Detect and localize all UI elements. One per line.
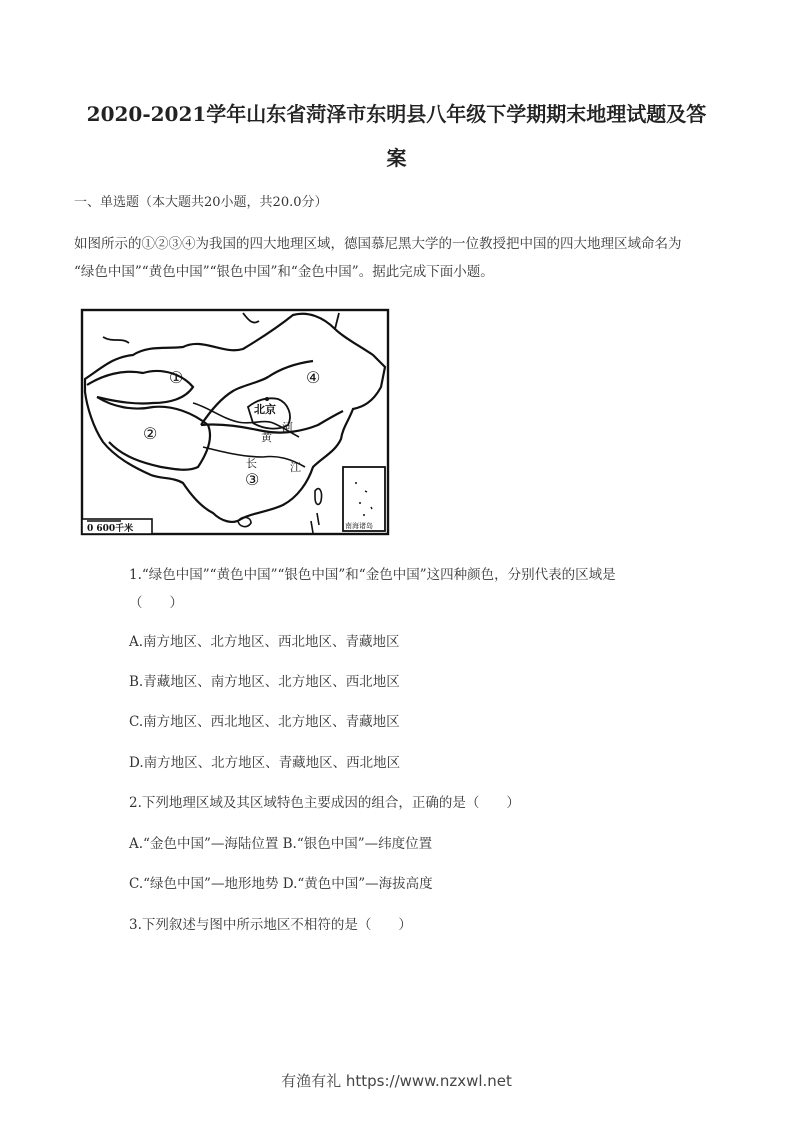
beijing-dot (265, 397, 269, 401)
title-line-1: 2020-2021学年山东省菏泽市东明县八年级下学期期末地理试题及答 (86, 102, 707, 126)
huang-label: 黄 (261, 431, 272, 444)
footer-watermark: 有渔有礼 https://www.nzxwl.net (281, 1072, 512, 1090)
intro-paragraph (74, 230, 724, 286)
title-line-2: 案 (386, 146, 407, 170)
scale-label: 0 600千米 (87, 524, 134, 534)
question-2-options-ab: A.“金色中国”—海陆位置 B.“银色中国”—纬度位置 (129, 836, 433, 852)
question-2-stem: 2.下列地理区域及其区域特色主要成因的组合，正确的是（ ） (129, 795, 520, 811)
question-3-stem: 3.下列叙述与图中所示地区不相符的是（ ） (129, 917, 412, 933)
region-3-label: ③ (245, 470, 260, 489)
question-1-option-c: C.南方地区、西北地区、北方地区、青藏地区 (129, 714, 400, 730)
question-2-options-cd: C.“绿色中国”—地形地势 D.“黄色中国”—海拔高度 (129, 876, 433, 892)
inset-islands (355, 483, 372, 515)
page-title (60, 92, 733, 180)
question-1-blank: （ ） (129, 595, 183, 611)
question-1-stem: 1.“绿色中国”“黄色中国”“银色中国”和“金色中国”这四种颜色，分别代表的区域是 (129, 567, 616, 583)
top-boundary-marks (103, 313, 339, 343)
chang-label: 长 (246, 457, 257, 470)
region-2-label: ② (143, 424, 158, 443)
section-header: 一、单选题（本大题共20小题，共20.0分） (74, 195, 328, 210)
intro-line-1: 如图所示的①②③④为我国的四大地理区域，德国慕尼黑大学的一位教授把中国的四大地理区域命名为 (74, 236, 682, 252)
question-1 (129, 561, 729, 617)
china-region-map (73, 307, 393, 537)
question-1-option-b: B.青藏地区、南方地区、北方地区、西北地区 (129, 674, 400, 690)
he-label: 河 (282, 421, 293, 434)
islands-marks (311, 513, 319, 533)
beijing-label: 北京 (254, 403, 276, 416)
question-1-option-d: D.南方地区、北方地区、青藏地区、西北地区 (129, 755, 401, 771)
intro-line-2: “绿色中国”“黄色中国”“银色中国”和“金色中国”。据此完成下面小题。 (74, 264, 494, 280)
taiwan-island (315, 489, 322, 505)
hainan-island (238, 517, 251, 526)
country-outline (85, 314, 385, 522)
region-4-label: ④ (306, 368, 321, 387)
jiang-label: 江 (290, 461, 301, 474)
question-1-option-a: A.南方地区、北方地区、西北地区、青藏地区 (129, 634, 400, 650)
region-1-label: ① (169, 368, 184, 387)
inset-label: 南海诸岛 (345, 522, 373, 530)
